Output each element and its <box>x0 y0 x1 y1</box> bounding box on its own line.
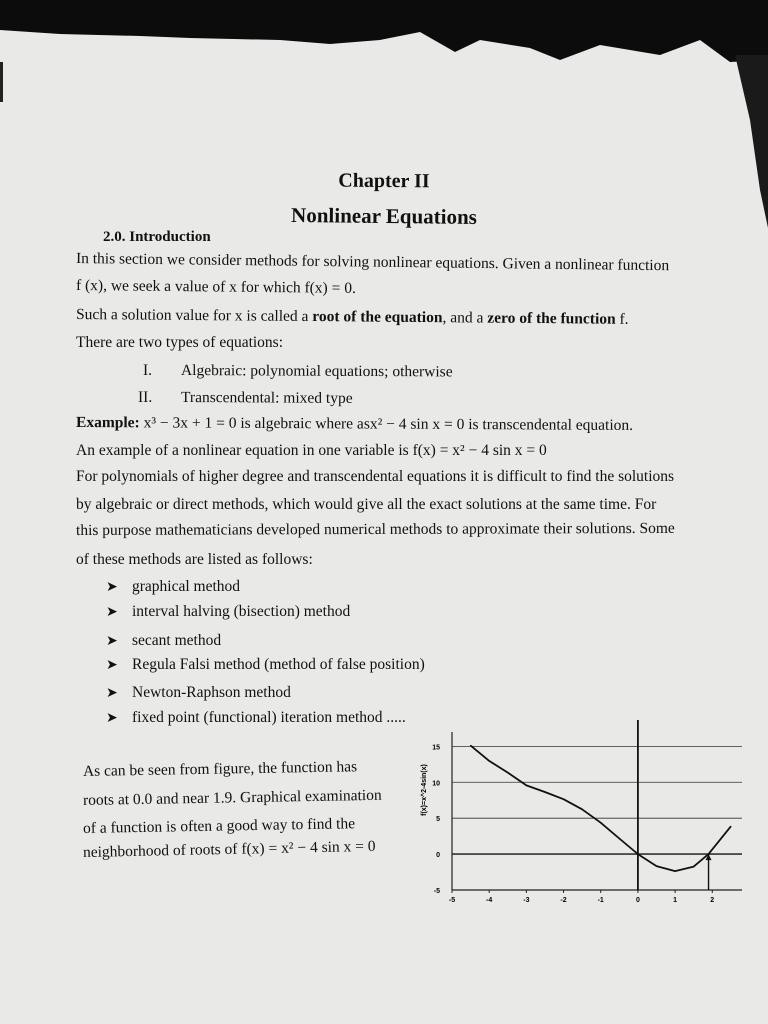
x-tick-label: 0 <box>635 897 640 904</box>
text-run: f. <box>615 310 629 328</box>
method-label: Newton-Raphson method <box>132 684 291 701</box>
method-item <box>106 656 425 674</box>
side-text-line: As can be seen from figure, the function has <box>82 758 358 780</box>
y-tick-label: -5 <box>433 888 440 895</box>
x-tick-label: 2 <box>710 897 715 904</box>
method-label: secant method <box>132 632 222 649</box>
body-line: of these methods are listed as follows: <box>76 551 313 568</box>
type-number: I. <box>143 362 153 379</box>
example-label: Example: <box>75 414 140 432</box>
curve-point <box>674 871 675 872</box>
y-tick-label: 5 <box>436 816 440 824</box>
method-item <box>106 632 221 650</box>
type-text: Transcendental: mixed type <box>180 389 353 407</box>
paragraph-line: In this section we consider methods for solving nonlinear equations. Given a nonlinear function <box>75 250 670 275</box>
method-label: Regula Falsi method (method of false position) <box>132 656 425 673</box>
body-line: An example of a nonlinear equation in one variable is f(x) = x² − 4 sin x = 0 <box>76 442 547 459</box>
side-text-line: roots at 0.0 and near 1.9. Graphical examination <box>82 786 382 809</box>
curve-point <box>656 865 657 866</box>
chapter-number: Chapter II <box>338 169 430 193</box>
x-tick-label: 1 <box>673 897 678 904</box>
y-tick-label: 15 <box>432 744 440 752</box>
curve-point <box>544 791 545 792</box>
example-line <box>76 414 633 435</box>
section-heading: 2.0. Introduction <box>103 229 211 245</box>
curve-point <box>693 866 694 867</box>
method-item <box>106 684 291 702</box>
arrow-bullet-icon: ➤ <box>106 634 118 649</box>
curve-point <box>526 785 527 786</box>
arrow-bullet-icon: ➤ <box>106 605 118 620</box>
body-line: For polynomials of higher degree and transcendental equations it is difficult to find the solutions <box>76 468 675 485</box>
paragraph-line: f (x), we seek a value of x for which f(x) = 0. <box>75 277 356 297</box>
curve-point <box>582 809 583 810</box>
method-item <box>106 603 350 621</box>
x-tick-label: -4 <box>486 897 493 904</box>
x-tick-label: -2 <box>560 897 567 904</box>
curve-point <box>470 745 471 746</box>
curve-point <box>637 853 638 854</box>
side-text-line: of a function is often a good way to find the <box>82 815 356 837</box>
method-label: fixed point (functional) iteration method ..... <box>132 709 406 726</box>
curve-point <box>563 799 564 800</box>
method-label: interval halving (bisection) method <box>132 603 351 620</box>
arrow-bullet-icon: ➤ <box>106 580 118 595</box>
arrow-bullet-icon: ➤ <box>106 686 118 701</box>
term-root: root of the equation <box>312 308 443 327</box>
term-zero: zero of the function <box>487 309 616 328</box>
paragraph-line <box>76 306 629 329</box>
method-item <box>106 709 406 727</box>
curve-point <box>730 826 731 827</box>
body-line: this purpose mathematicians developed numerical methods to approximate their solutions. Some <box>75 519 675 539</box>
method-item <box>106 578 240 596</box>
chapter-title: Nonlinear Equations <box>291 203 478 229</box>
y-tick-label: 10 <box>432 780 440 788</box>
y-axis-label: f(x)=x^2-4sin(x) <box>421 764 428 816</box>
x-tick-label: -1 <box>597 897 604 904</box>
type-number: II. <box>138 389 153 406</box>
text-run: Such a solution value for x is called a <box>75 306 313 326</box>
arrow-bullet-icon: ➤ <box>106 658 118 673</box>
curve-point <box>708 853 709 854</box>
curve-point <box>489 760 490 761</box>
example-text: x³ − 3x + 1 = 0 is algebraic where asx² − 4 sin x = 0 is transcendental equation. <box>139 414 634 434</box>
y-tick-label: 0 <box>436 852 440 860</box>
text-run: , and a <box>442 309 488 327</box>
curve-point <box>600 822 601 823</box>
paragraph-line: There are two types of equations: <box>76 334 284 351</box>
method-label: graphical method <box>132 578 241 595</box>
function-curve <box>471 746 731 872</box>
function-graph <box>412 720 752 920</box>
x-tick-label: -3 <box>523 897 530 904</box>
x-tick-label: -5 <box>448 897 456 904</box>
side-text-line: neighborhood of roots of f(x) = x² − 4 sin x = 0 <box>82 837 376 861</box>
type-text: Algebraic: polynomial equations; otherwise <box>180 362 453 381</box>
body-line: by algebraic or direct methods, which would give all the exact solutions at the same time. For <box>76 496 657 513</box>
curve-point <box>507 772 508 773</box>
arrow-bullet-icon: ➤ <box>106 711 118 726</box>
curve-point <box>619 838 620 839</box>
